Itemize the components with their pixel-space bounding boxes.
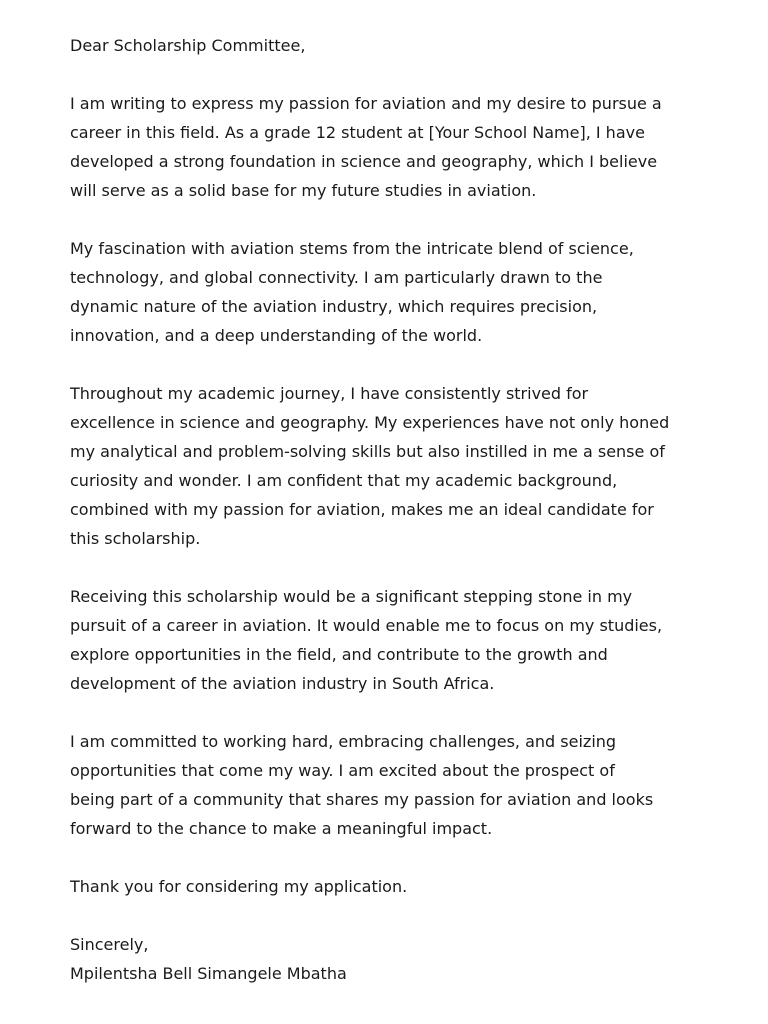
paragraph-gap [70, 60, 730, 89]
paragraph-line: will serve as a solid base for my future studies in aviation. [70, 181, 537, 200]
paragraph-line: being part of a community that shares my passion for aviation and looks [70, 790, 654, 809]
paragraph-line: I am committed to working hard, embracing challenges, and seizing [70, 732, 617, 751]
paragraph-line: I am writing to express my passion for aviation and my desire to pursue a [70, 94, 662, 113]
paragraph-line: curiosity and wonder. I am confident that my academic background, [70, 471, 618, 490]
paragraph-line: Thank you for considering my application. [70, 877, 408, 896]
paragraph-line: development of the aviation industry in South Africa. [70, 674, 495, 693]
paragraph-line: explore opportunities in the field, and contribute to the growth and [70, 645, 608, 664]
paragraph-line: career in this field. As a grade 12 student at [Your School Name], I have [70, 123, 645, 142]
paragraph-line: technology, and global connectivity. I am particularly drawn to the [70, 268, 603, 287]
paragraph-line: Receiving this scholarship would be a significant stepping stone in my [70, 587, 633, 606]
paragraph-line: opportunities that come my way. I am excited about the prospect of [70, 761, 615, 780]
letter-body [70, 31, 730, 988]
paragraph-gap [70, 843, 730, 872]
paragraph-1 [70, 89, 730, 205]
paragraph-line: Throughout my academic journey, I have consistently strived for [70, 384, 589, 403]
paragraph-gap [70, 350, 730, 379]
paragraph-line: dynamic nature of the aviation industry, which requires precision, [70, 297, 598, 316]
paragraph-2 [70, 234, 730, 350]
paragraph-line: my analytical and problem-solving skills but also instilled in me a sense of [70, 442, 665, 461]
paragraph-line: My fascination with aviation stems from the intricate blend of science, [70, 239, 634, 258]
paragraph-4 [70, 582, 730, 698]
paragraph-line: pursuit of a career in aviation. It would enable me to focus on my studies, [70, 616, 663, 635]
paragraph-5 [70, 727, 730, 843]
paragraph-gap [70, 901, 730, 930]
closing: Sincerely, [70, 935, 149, 954]
paragraph-line: this scholarship. [70, 529, 201, 548]
paragraph-3 [70, 379, 730, 553]
signature-name: Mpilentsha Bell Simangele Mbatha [70, 964, 347, 983]
paragraph-gap [70, 698, 730, 727]
paragraph-line: innovation, and a deep understanding of the world. [70, 326, 483, 345]
paragraph-6 [70, 872, 730, 901]
paragraph-gap [70, 205, 730, 234]
salutation: Dear Scholarship Committee, [70, 36, 306, 55]
paragraph-line: combined with my passion for aviation, makes me an ideal candidate for [70, 500, 654, 519]
paragraph-gap [70, 553, 730, 582]
paragraph-line: developed a strong foundation in science and geography, which I believe [70, 152, 658, 171]
paragraph-line: excellence in science and geography. My experiences have not only honed [70, 413, 670, 432]
paragraph-line: forward to the chance to make a meaningful impact. [70, 819, 493, 838]
